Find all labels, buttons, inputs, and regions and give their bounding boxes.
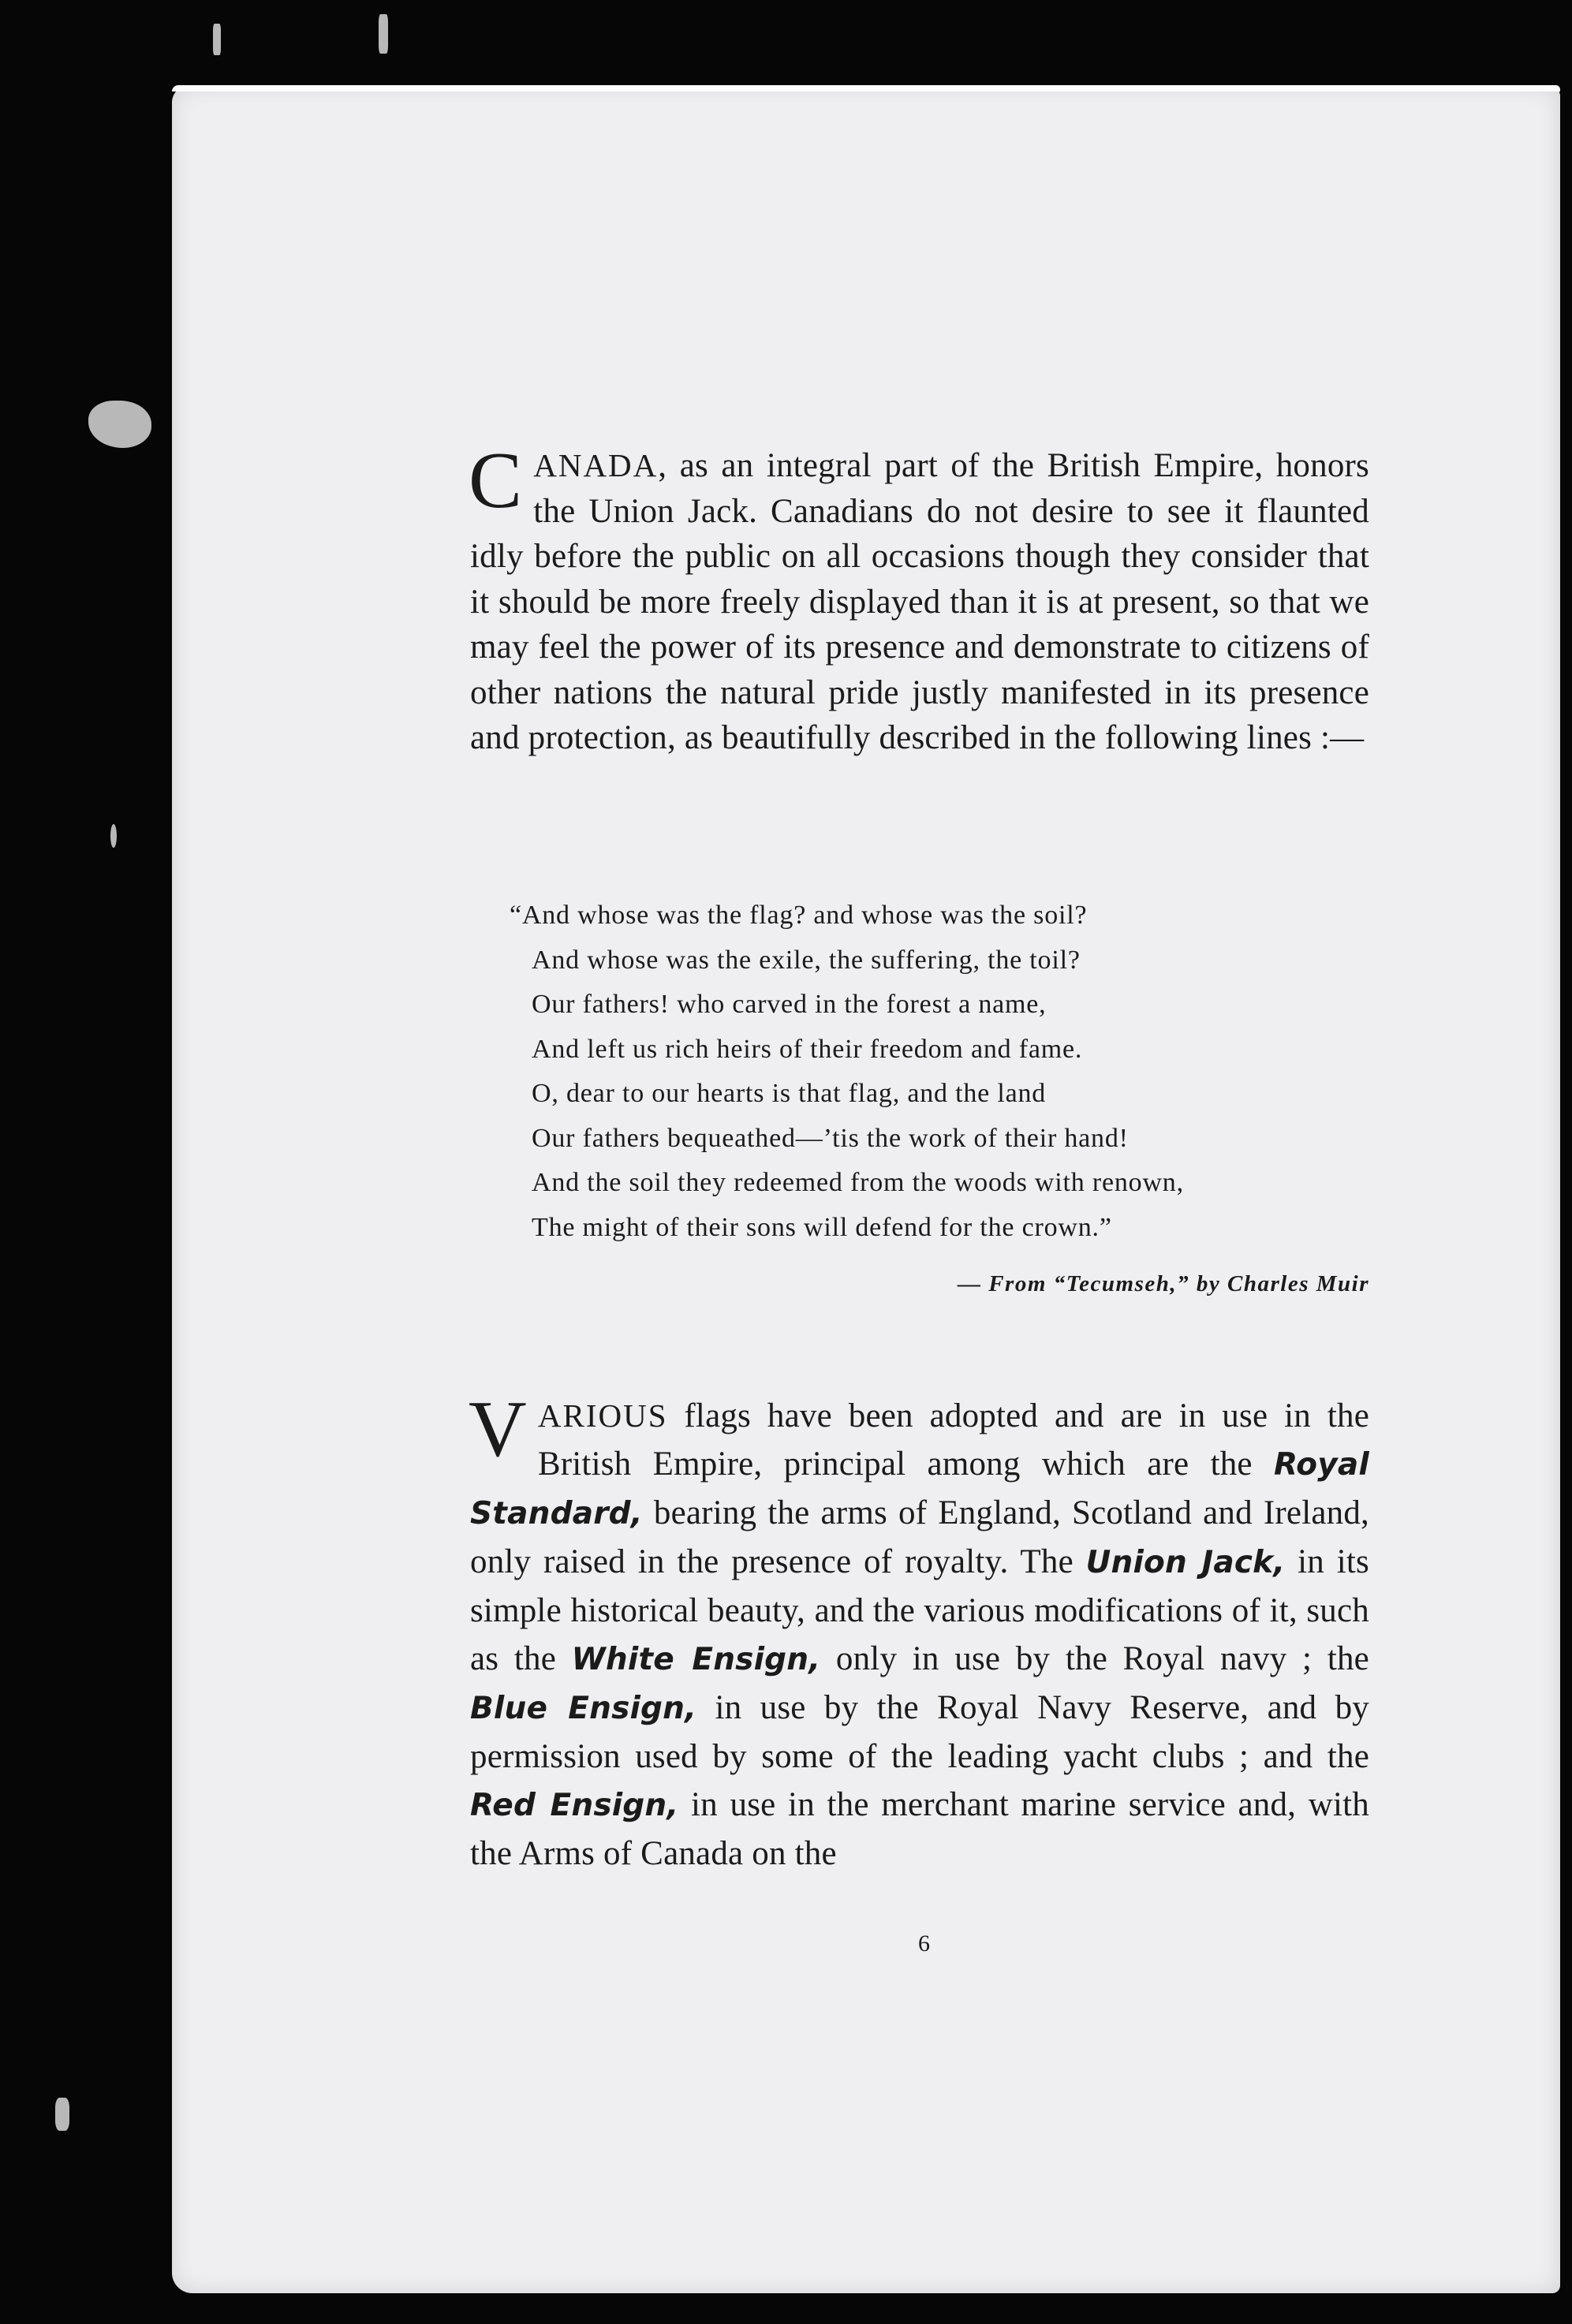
scan-speck xyxy=(88,401,151,448)
scan-speck xyxy=(55,2098,69,2131)
flags-text: in use by the Royal Navy Reserve, and by permission used by some of the leading yacht clubs ; and the xyxy=(470,1689,1369,1775)
poem-line: The might of their sons will defend for the crown.” xyxy=(532,1212,1112,1242)
flags-section xyxy=(469,1385,1369,1878)
poem-line: And left us rich heirs of their freedom and fame. xyxy=(532,1034,1083,1064)
dropcap-v: V xyxy=(469,1385,527,1474)
intro-body: , as an integral part of the British Empire, honors the Union Jack. Canadians do not desire to see it flaunted idly before the public on all occasions though they consider that it should be more freely displayed than it is at present, so that we may feel the power of its presence and demonstrate to citizens of other nations the natural pride justly manifested in its presence and protection, as beautifully described in the following lines :— xyxy=(470,447,1369,756)
poem-line: Our fathers! who carved in the forest a name, xyxy=(532,990,1047,1019)
red-ensign-term: Red Ensign, xyxy=(470,1788,679,1823)
intro-section xyxy=(469,436,1369,761)
flags-text: in its simple historical beauty, and the various modifications of it, such as the xyxy=(470,1543,1369,1677)
flags-paragraph xyxy=(469,1385,1369,1878)
page-top-edge xyxy=(172,85,1560,91)
dropcap-c: C xyxy=(469,436,523,525)
poem-line: O, dear to our hearts is that flag, and the land xyxy=(532,1079,1047,1108)
flags-text: only in use by the Royal navy ; the xyxy=(820,1640,1369,1677)
poem-line: And whose was the exile, the suffering, the toil? xyxy=(532,945,1081,975)
scan-speck xyxy=(213,24,221,55)
royal-standard-term: Royal Standard, xyxy=(470,1447,1369,1531)
scan-speck xyxy=(379,14,388,54)
intro-paragraph xyxy=(469,436,1369,761)
poem-line: And the soil they redeemed from the woods with renown, xyxy=(532,1168,1184,1197)
white-ensign-term: White Ensign, xyxy=(571,1642,821,1677)
flags-text: flags have been adopted and are in use in the British Empire, principal among which are the xyxy=(537,1397,1369,1483)
page-number: 6 xyxy=(918,1930,930,1957)
poem-block xyxy=(510,893,1377,1250)
union-jack-term: Union Jack, xyxy=(1085,1545,1286,1580)
poem-attribution: — From “Tecumseh,” by Charles Muir xyxy=(957,1271,1369,1296)
poem-line: “And whose was the flag? and whose was the soil? xyxy=(510,901,1088,930)
flags-text: in use in the merchant marine service and, with the Arms of Canada on the xyxy=(470,1786,1369,1872)
lead-word: ANADA xyxy=(533,447,659,483)
flags-text: bearing the arms of England, Scotland and Ireland, only raised in the presence of royalty. The xyxy=(470,1494,1369,1580)
lead-word: ARIOUS xyxy=(537,1397,668,1434)
poem-line: Our fathers bequeathed—’tis the work of their hand! xyxy=(532,1123,1129,1153)
blue-ensign-term: Blue Ensign, xyxy=(470,1691,697,1726)
scan-speck xyxy=(110,824,117,848)
